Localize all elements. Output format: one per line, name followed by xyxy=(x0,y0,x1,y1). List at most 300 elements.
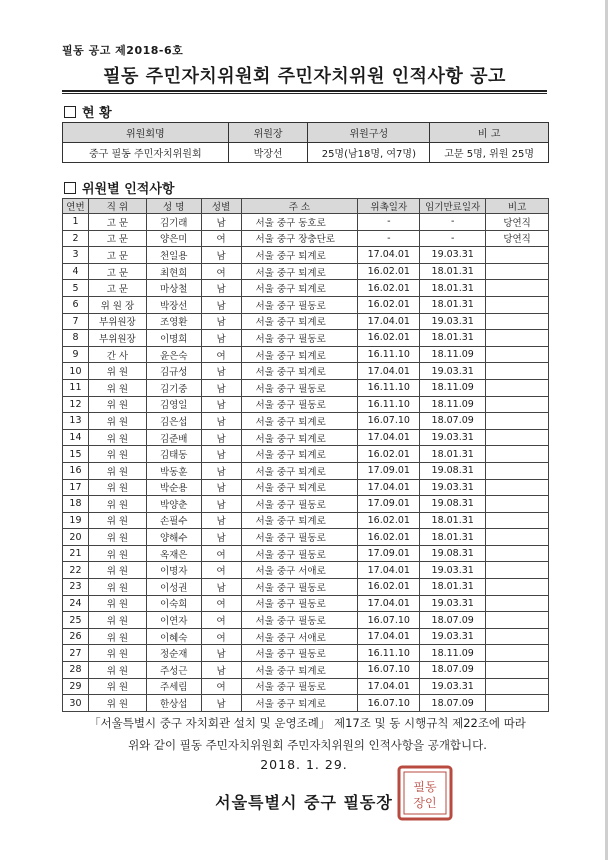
gender: 여 xyxy=(201,628,241,645)
position: 위 원 xyxy=(88,612,146,629)
term-end-date: 18.01.31 xyxy=(420,330,486,347)
remarks xyxy=(486,330,549,347)
term-end-date: 18.11.09 xyxy=(420,379,486,396)
row-number: 14 xyxy=(63,429,89,446)
member-name: 이연자 xyxy=(146,612,201,629)
member-name: 주성근 xyxy=(146,662,201,679)
remarks xyxy=(486,396,549,413)
page-title: 필동 주민자치위원회 주민자치위원 인적사항 공고 xyxy=(103,66,506,87)
row-number: 27 xyxy=(63,645,89,662)
gender: 남 xyxy=(201,695,241,712)
remarks xyxy=(486,628,549,645)
member-name: 박양춘 xyxy=(146,496,201,513)
row-number: 21 xyxy=(63,545,89,562)
member-name: 김기래 xyxy=(146,214,201,231)
remarks xyxy=(486,296,549,313)
gender: 여 xyxy=(201,612,241,629)
gender: 남 xyxy=(201,529,241,546)
remarks xyxy=(486,595,549,612)
gender: 여 xyxy=(201,595,241,612)
row-number: 30 xyxy=(63,695,89,712)
address: 서울 중구 퇴계로 xyxy=(241,247,358,264)
address: 서울 중구 퇴계로 xyxy=(241,446,358,463)
table-row xyxy=(63,545,549,562)
remarks xyxy=(486,363,549,380)
term-end-date: 19.03.31 xyxy=(420,595,486,612)
position: 위 원 xyxy=(88,429,146,446)
member-name: 옥재은 xyxy=(146,545,201,562)
remarks xyxy=(486,562,549,579)
address: 서울 중구 서애로 xyxy=(241,562,358,579)
row-number: 28 xyxy=(63,662,89,679)
appointment-date: - xyxy=(358,230,420,247)
position: 고 문 xyxy=(88,247,146,264)
address: 서울 중구 필동로 xyxy=(241,296,358,313)
remarks xyxy=(486,429,549,446)
checkbox-square-icon xyxy=(64,106,76,118)
remarks xyxy=(486,379,549,396)
position: 위 원 xyxy=(88,645,146,662)
appointment-date: - xyxy=(358,214,420,231)
table-row xyxy=(63,695,549,712)
term-end-date: 19.03.31 xyxy=(420,363,486,380)
appointment-date: 17.04.01 xyxy=(358,247,420,264)
member-name: 한상섭 xyxy=(146,695,201,712)
row-number: 20 xyxy=(63,529,89,546)
position: 고 문 xyxy=(88,263,146,280)
gender: 여 xyxy=(201,263,241,280)
header-cell: 위원구성 xyxy=(308,123,430,143)
row-number: 17 xyxy=(63,479,89,496)
table-row xyxy=(63,247,549,264)
checkbox-square-icon xyxy=(64,182,76,194)
appointment-date: 17.04.01 xyxy=(358,429,420,446)
section-members-heading xyxy=(64,178,174,197)
address: 서울 중구 필동로 xyxy=(241,595,358,612)
header-cell: 위원장 xyxy=(228,123,308,143)
gender: 남 xyxy=(201,479,241,496)
appointment-date: 16.02.01 xyxy=(358,280,420,297)
position: 위 원 xyxy=(88,662,146,679)
section-members-label: 위원별 인적사항 xyxy=(82,182,175,197)
notice-date: 2018. 1. 29. xyxy=(260,757,348,772)
position: 위 원 xyxy=(88,545,146,562)
position: 위 원 xyxy=(88,678,146,695)
position: 위 원 장 xyxy=(88,296,146,313)
gender: 남 xyxy=(201,496,241,513)
issuer-name: 서울특별시 중구 필동장 xyxy=(215,793,393,812)
row-number: 8 xyxy=(63,330,89,347)
position: 위 원 xyxy=(88,628,146,645)
member-name: 김준배 xyxy=(146,429,201,446)
section-status-label: 현 황 xyxy=(82,106,112,121)
term-end-date: - xyxy=(420,214,486,231)
table-row xyxy=(63,214,549,231)
term-end-date: 19.03.31 xyxy=(420,628,486,645)
header-cell: 위촉일자 xyxy=(358,199,420,214)
address: 서울 중구 필동로 xyxy=(241,496,358,513)
row-number: 2 xyxy=(63,230,89,247)
notice-number: 필동 공고 제2018-6호 xyxy=(62,44,184,57)
table-row xyxy=(63,462,549,479)
term-end-date: 19.08.31 xyxy=(420,545,486,562)
row-number: 13 xyxy=(63,413,89,430)
appointment-date: 17.09.01 xyxy=(358,496,420,513)
address: 서울 중구 퇴계로 xyxy=(241,363,358,380)
term-end-date: 18.07.09 xyxy=(420,662,486,679)
address: 서울 중구 필동로 xyxy=(241,612,358,629)
member-name: 천일용 xyxy=(146,247,201,264)
gender: 남 xyxy=(201,645,241,662)
table-row xyxy=(63,346,549,363)
appointment-date: 16.07.10 xyxy=(358,695,420,712)
address: 서울 중구 필동로 xyxy=(241,545,358,562)
term-end-date: 19.03.31 xyxy=(420,562,486,579)
remarks xyxy=(486,695,549,712)
term-end-date: 18.11.09 xyxy=(420,396,486,413)
header-cell: 성별 xyxy=(201,199,241,214)
member-name: 이혜숙 xyxy=(146,628,201,645)
gender: 남 xyxy=(201,396,241,413)
table-row xyxy=(63,479,549,496)
term-end-date: 19.03.31 xyxy=(420,429,486,446)
gender: 남 xyxy=(201,413,241,430)
member-name: 윤은숙 xyxy=(146,346,201,363)
position: 고 문 xyxy=(88,280,146,297)
appointment-date: 16.11.10 xyxy=(358,346,420,363)
table-row xyxy=(63,379,549,396)
table-row xyxy=(63,562,549,579)
member-name: 양은미 xyxy=(146,230,201,247)
term-end-date: 18.01.31 xyxy=(420,529,486,546)
gender: 남 xyxy=(201,313,241,330)
appointment-date: 16.02.01 xyxy=(358,330,420,347)
address: 서울 중구 필동로 xyxy=(241,396,358,413)
appointment-date: 17.04.01 xyxy=(358,479,420,496)
gender: 남 xyxy=(201,280,241,297)
gender: 여 xyxy=(201,562,241,579)
table-row xyxy=(63,396,549,413)
row-number: 10 xyxy=(63,363,89,380)
row-number: 7 xyxy=(63,313,89,330)
row-number: 4 xyxy=(63,263,89,280)
appointment-date: 17.04.01 xyxy=(358,313,420,330)
table-row xyxy=(63,595,549,612)
member-name: 주세림 xyxy=(146,678,201,695)
address: 서울 중구 필동로 xyxy=(241,579,358,596)
address: 서울 중구 퇴계로 xyxy=(241,462,358,479)
member-name: 박장선 xyxy=(146,296,201,313)
term-end-date: 18.07.09 xyxy=(420,612,486,629)
remarks: 당연직 xyxy=(486,230,549,247)
remarks xyxy=(486,579,549,596)
address: 서울 중구 장충단로 xyxy=(241,230,358,247)
gender: 남 xyxy=(201,330,241,347)
address: 서울 중구 퇴계로 xyxy=(241,512,358,529)
address: 서울 중구 퇴계로 xyxy=(241,429,358,446)
member-name: 이명희 xyxy=(146,330,201,347)
title-underline xyxy=(62,90,547,92)
row-number: 23 xyxy=(63,579,89,596)
row-number: 11 xyxy=(63,379,89,396)
address: 서울 중구 퇴계로 xyxy=(241,346,358,363)
term-end-date: 19.08.31 xyxy=(420,496,486,513)
member-name: 박순용 xyxy=(146,479,201,496)
row-number: 1 xyxy=(63,214,89,231)
appointment-date: 16.11.10 xyxy=(358,645,420,662)
appointment-date: 17.04.01 xyxy=(358,562,420,579)
remarks xyxy=(486,496,549,513)
position: 부위원장 xyxy=(88,330,146,347)
address: 서울 중구 퇴계로 xyxy=(241,479,358,496)
appointment-date: 17.04.01 xyxy=(358,628,420,645)
gender: 남 xyxy=(201,446,241,463)
address: 서울 중구 퇴계로 xyxy=(241,263,358,280)
appointment-date: 16.11.10 xyxy=(358,379,420,396)
term-end-date: 19.08.31 xyxy=(420,462,486,479)
gender: 남 xyxy=(201,579,241,596)
remarks xyxy=(486,280,549,297)
address: 서울 중구 퇴계로 xyxy=(241,695,358,712)
position: 간 사 xyxy=(88,346,146,363)
member-name: 마상철 xyxy=(146,280,201,297)
appointment-date: 16.02.01 xyxy=(358,529,420,546)
position: 위 원 xyxy=(88,695,146,712)
gender: 남 xyxy=(201,462,241,479)
header-cell: 주 소 xyxy=(241,199,358,214)
row-number: 24 xyxy=(63,595,89,612)
table-row xyxy=(63,413,549,430)
table-row xyxy=(63,296,549,313)
address: 서울 중구 동호로 xyxy=(241,214,358,231)
gender: 남 xyxy=(201,662,241,679)
member-name: 최현희 xyxy=(146,263,201,280)
member-name: 박동훈 xyxy=(146,462,201,479)
term-end-date: 18.01.31 xyxy=(420,296,486,313)
gender: 남 xyxy=(201,512,241,529)
appointment-date: 17.09.01 xyxy=(358,545,420,562)
header-cell: 연번 xyxy=(63,199,89,214)
remarks xyxy=(486,645,549,662)
term-end-date: 19.03.31 xyxy=(420,678,486,695)
table-row xyxy=(63,446,549,463)
remarks xyxy=(486,662,549,679)
appointment-date: 17.04.01 xyxy=(358,678,420,695)
term-end-date: 18.07.09 xyxy=(420,413,486,430)
committee-name: 중구 필동 주민자치위원회 xyxy=(63,143,229,163)
position: 위 원 xyxy=(88,462,146,479)
remarks xyxy=(486,413,549,430)
gender: 남 xyxy=(201,379,241,396)
table-row xyxy=(63,280,549,297)
appointment-date: 16.02.01 xyxy=(358,512,420,529)
address: 서울 중구 필동로 xyxy=(241,529,358,546)
position: 부위원장 xyxy=(88,313,146,330)
status-row xyxy=(63,143,549,163)
row-number: 6 xyxy=(63,296,89,313)
table-row xyxy=(63,678,549,695)
gender: 남 xyxy=(201,247,241,264)
header-cell: 임기만료일자 xyxy=(420,199,486,214)
header-cell: 위원회명 xyxy=(63,123,229,143)
appointment-date: 17.04.01 xyxy=(358,595,420,612)
table-row xyxy=(63,512,549,529)
term-end-date: 18.01.31 xyxy=(420,446,486,463)
table-row xyxy=(63,230,549,247)
table-row xyxy=(63,662,549,679)
table-row xyxy=(63,612,549,629)
remarks xyxy=(486,313,549,330)
remarks xyxy=(486,263,549,280)
gender: 여 xyxy=(201,545,241,562)
row-number: 26 xyxy=(63,628,89,645)
term-end-date: 18.01.31 xyxy=(420,263,486,280)
term-end-date: 18.01.31 xyxy=(420,280,486,297)
address: 서울 중구 퇴계로 xyxy=(241,280,358,297)
remarks xyxy=(486,529,549,546)
position: 위 원 xyxy=(88,379,146,396)
member-name: 김규성 xyxy=(146,363,201,380)
official-seal-icon xyxy=(396,764,454,822)
gender: 남 xyxy=(201,429,241,446)
term-end-date: 18.01.31 xyxy=(420,512,486,529)
position: 위 원 xyxy=(88,595,146,612)
status-table xyxy=(62,122,549,163)
term-end-date: 19.03.31 xyxy=(420,313,486,330)
appointment-date: 16.11.10 xyxy=(358,396,420,413)
row-number: 22 xyxy=(63,562,89,579)
header-cell: 비고 xyxy=(486,199,549,214)
position: 위 원 xyxy=(88,579,146,596)
gender: 남 xyxy=(201,363,241,380)
appointment-date: 16.07.10 xyxy=(358,612,420,629)
remarks: 당연직 xyxy=(486,214,549,231)
address: 서울 중구 퇴계로 xyxy=(241,662,358,679)
address: 서울 중구 필동로 xyxy=(241,645,358,662)
remarks xyxy=(486,462,549,479)
remarks xyxy=(486,446,549,463)
gender: 남 xyxy=(201,214,241,231)
row-number: 9 xyxy=(63,346,89,363)
gender: 남 xyxy=(201,296,241,313)
term-end-date: 19.03.31 xyxy=(420,247,486,264)
table-row xyxy=(63,628,549,645)
row-number: 15 xyxy=(63,446,89,463)
header-cell: 성 명 xyxy=(146,199,201,214)
remarks xyxy=(486,545,549,562)
position: 위 원 xyxy=(88,479,146,496)
members-table xyxy=(62,198,549,712)
section-status-heading xyxy=(64,102,112,121)
table-row xyxy=(63,313,549,330)
position: 위 원 xyxy=(88,396,146,413)
position: 고 문 xyxy=(88,214,146,231)
member-name: 김영일 xyxy=(146,396,201,413)
table-row xyxy=(63,330,549,347)
appointment-date: 16.02.01 xyxy=(358,296,420,313)
member-name: 김태동 xyxy=(146,446,201,463)
gender: 여 xyxy=(201,346,241,363)
table-row xyxy=(63,363,549,380)
position: 위 원 xyxy=(88,562,146,579)
members-header-row xyxy=(63,199,549,214)
chair-name: 박장선 xyxy=(228,143,308,163)
appointment-date: 16.07.10 xyxy=(358,662,420,679)
address: 서울 중구 필동로 xyxy=(241,330,358,347)
appointment-date: 17.04.01 xyxy=(358,363,420,380)
table-row xyxy=(63,579,549,596)
table-row xyxy=(63,496,549,513)
appointment-date: 17.09.01 xyxy=(358,462,420,479)
member-name: 김은섭 xyxy=(146,413,201,430)
member-name: 이명자 xyxy=(146,562,201,579)
title-underline-thin xyxy=(62,93,547,94)
header-cell: 직 위 xyxy=(88,199,146,214)
member-name: 이성권 xyxy=(146,579,201,596)
remarks xyxy=(486,479,549,496)
row-number: 29 xyxy=(63,678,89,695)
table-row xyxy=(63,429,549,446)
term-end-date: 18.11.09 xyxy=(420,346,486,363)
footer-line-2: 위와 같이 필동 주민자치위원회 주민자치위원의 인적사항을 공개합니다. xyxy=(128,738,487,752)
status-header-row xyxy=(63,123,549,143)
position: 위 원 xyxy=(88,413,146,430)
position: 위 원 xyxy=(88,529,146,546)
header-cell: 비 고 xyxy=(430,123,549,143)
gender: 여 xyxy=(201,678,241,695)
row-number: 3 xyxy=(63,247,89,264)
address: 서울 중구 필동로 xyxy=(241,379,358,396)
remarks xyxy=(486,247,549,264)
remarks: 고문 5명, 위원 25명 xyxy=(430,143,549,163)
appointment-date: 16.02.01 xyxy=(358,263,420,280)
position: 위 원 xyxy=(88,496,146,513)
term-end-date: - xyxy=(420,230,486,247)
address: 서울 중구 퇴계로 xyxy=(241,413,358,430)
member-name: 양해수 xyxy=(146,529,201,546)
appointment-date: 16.02.01 xyxy=(358,579,420,596)
row-number: 5 xyxy=(63,280,89,297)
address: 서울 중구 필동로 xyxy=(241,678,358,695)
position: 위 원 xyxy=(88,363,146,380)
composition: 25명(남18명, 여7명) xyxy=(308,143,430,163)
table-row xyxy=(63,263,549,280)
gender: 여 xyxy=(201,230,241,247)
seal-text-top: 필동 xyxy=(413,780,437,794)
appointment-date: 16.02.01 xyxy=(358,446,420,463)
row-number: 19 xyxy=(63,512,89,529)
position: 위 원 xyxy=(88,446,146,463)
remarks xyxy=(486,678,549,695)
position: 고 문 xyxy=(88,230,146,247)
footer-notice xyxy=(60,712,555,756)
term-end-date: 18.11.09 xyxy=(420,645,486,662)
table-row xyxy=(63,529,549,546)
member-name: 이숙희 xyxy=(146,595,201,612)
position: 위 원 xyxy=(88,512,146,529)
seal-text-bottom: 장인 xyxy=(413,796,437,810)
remarks xyxy=(486,512,549,529)
row-number: 18 xyxy=(63,496,89,513)
address: 서울 중구 퇴계로 xyxy=(241,313,358,330)
term-end-date: 18.07.09 xyxy=(420,695,486,712)
appointment-date: 16.07.10 xyxy=(358,413,420,430)
member-name: 조영환 xyxy=(146,313,201,330)
table-row xyxy=(63,645,549,662)
term-end-date: 19.03.31 xyxy=(420,479,486,496)
row-number: 16 xyxy=(63,462,89,479)
remarks xyxy=(486,612,549,629)
